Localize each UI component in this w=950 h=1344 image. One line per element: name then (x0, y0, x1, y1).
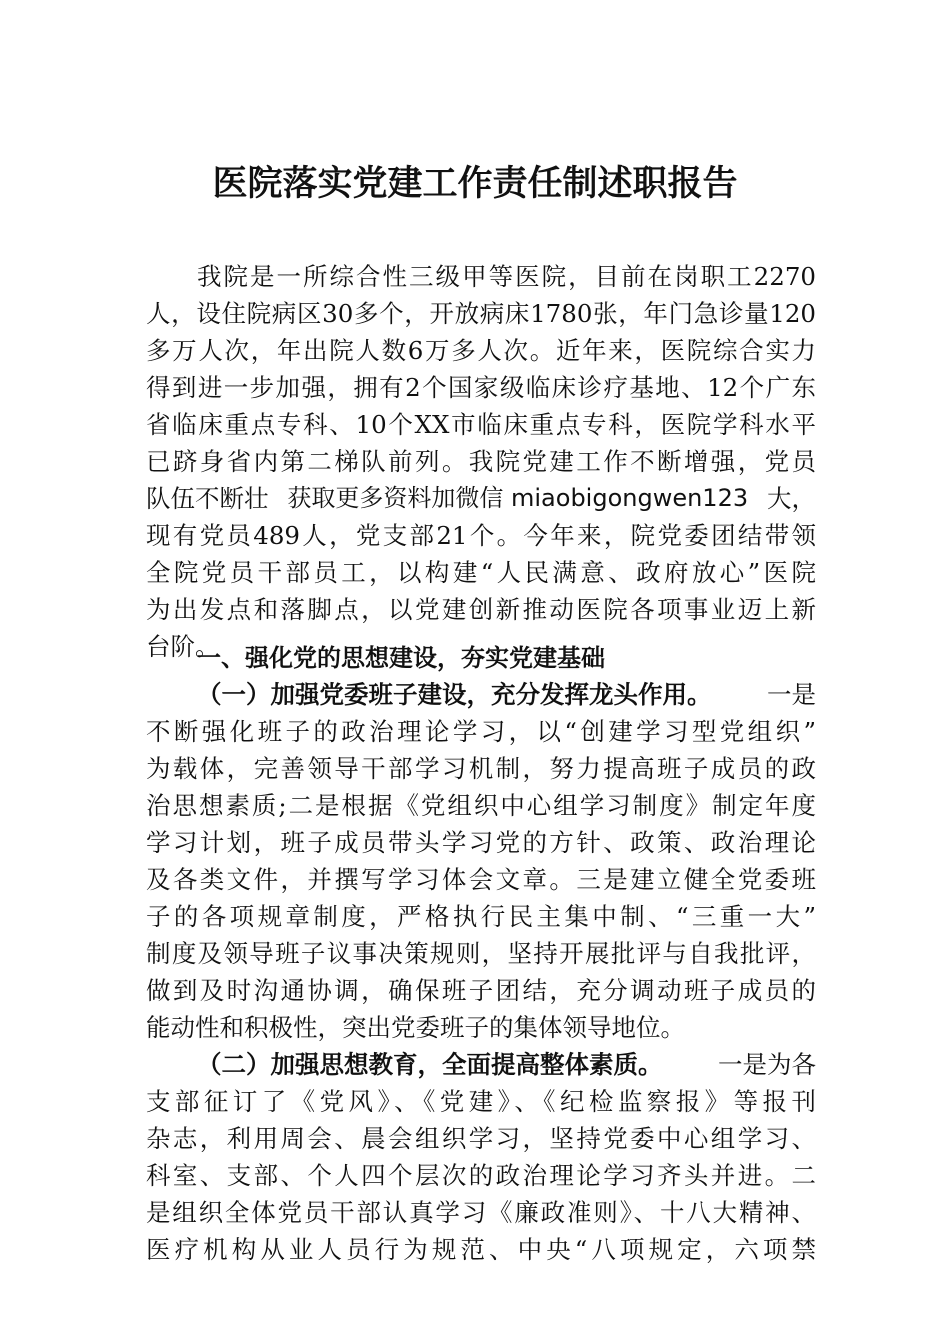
intro-line: 已跻身省内第二梯队前列。我院党建工作不断增强，党员 (146, 447, 816, 476)
intro-line: 全院党员干部员工，以构建“人民满意、政府放心”医院 (146, 558, 816, 587)
intro-line: 台阶。 (146, 632, 220, 661)
paragraph-line: 支部征订了《党风》、《党建》、《纪检监察报》等报刊 (146, 1087, 816, 1116)
paragraph-line: 能动性和积极性，突出党委班子的集体领导地位。 (146, 1013, 685, 1042)
intro-line: 我院是一所综合性三级甲等医院，目前在岗职工2270 (197, 262, 816, 291)
intro-line-with-ad (146, 480, 816, 517)
paragraph-line: 为载体，完善领导干部学习机制，努力提高班子成员的政 (146, 754, 816, 783)
paragraph-line: 杂志，利用周会、晨会组织学习，坚持党委中心组学习、 (146, 1124, 816, 1153)
intro-line: 现有党员489人，党支部21个。今年来，院党委团结带领 (146, 521, 816, 550)
subsection-first-line (197, 1046, 816, 1083)
paragraph-line: 是组织全体党员干部认真学习《廉政准则》、十八大精神、 (146, 1198, 816, 1227)
paragraph-line: 科室、支部、个人四个层次的政治理论学习齐头并进。二 (146, 1161, 816, 1190)
paragraph-line: 治思想素质;二是根据《党组织中心组学习制度》制定年度 (146, 791, 816, 820)
paragraph-text: 一是为各 (718, 1050, 816, 1079)
subsection-first-line (197, 676, 816, 713)
intro-line: 得到进一步加强，拥有2个国家级临床诊疗基地、12个广东 (146, 373, 816, 402)
paragraph-line: 不断强化班子的政治理论学习，以“创建学习型党组织” (146, 717, 816, 746)
intro-line: 为出发点和落脚点，以党建创新推动医院各项事业迈上新 (146, 595, 816, 624)
document-title: 医院落实党建工作责任制述职报告 (212, 163, 738, 204)
paragraph-line: 及各类文件，并撰写学习体会文章。三是建立健全党委班 (146, 865, 816, 894)
paragraph-line: 子的各项规章制度，严格执行民主集中制、“三重一大” (146, 902, 816, 931)
intro-text: 大， (767, 484, 816, 513)
section-heading: 一、强化党的思想建设，夯实党建基础 (197, 644, 605, 672)
intro-text: 队伍不断壮 (146, 484, 269, 513)
paragraph-line: 医疗机构从业人员行为规范、中央“八项规定，六项禁 (146, 1235, 816, 1264)
intro-line: 多万人次，年出院人数6万多人次。近年来，医院综合实力 (146, 336, 816, 365)
watermark-ad-text: 获取更多资料加微信 miaobigongwen123 (287, 484, 749, 512)
paragraph-line: 做到及时沟通协调，确保班子团结，充分调动班子成员的 (146, 976, 816, 1005)
subsection-heading: （一）加强党委班子建设，充分发挥龙头作用。 (197, 680, 712, 709)
paragraph-line: 制度及领导班子议事决策规则，坚持开展批评与自我批评， (146, 939, 816, 968)
paragraph-line: 学习计划，班子成员带头学习党的方针、政策、政治理论 (146, 828, 816, 857)
paragraph-text: 一是 (767, 680, 816, 709)
intro-line: 省临床重点专科、10个XX市临床重点专科，医院学科水平 (146, 410, 816, 439)
subsection-heading: （二）加强思想教育，全面提高整体素质。 (197, 1050, 663, 1079)
intro-line: 人，设住院病区30多个，开放病床1780张，年门急诊量120 (146, 299, 816, 328)
